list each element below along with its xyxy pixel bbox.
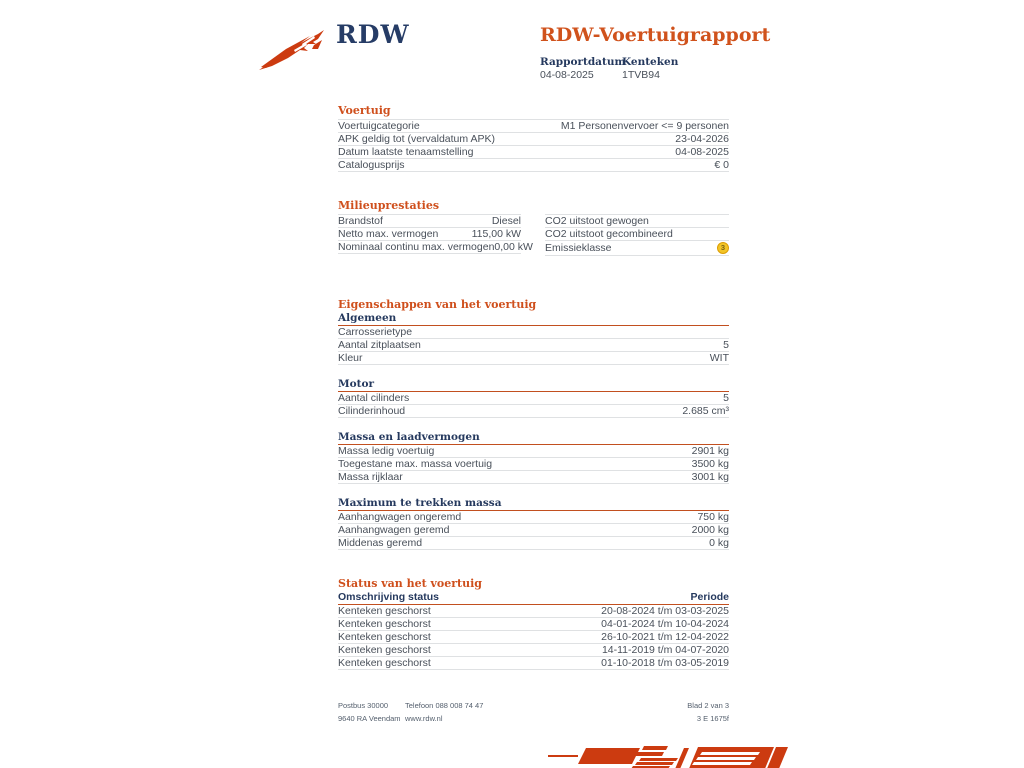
subsection-rows bbox=[338, 445, 729, 484]
report-body bbox=[338, 104, 729, 670]
subsection-title: Massa en laadvermogen bbox=[338, 431, 729, 445]
milieu-left-rows bbox=[338, 214, 533, 254]
section-title-voertuig: Voertuig bbox=[338, 104, 391, 117]
row-label: Massa rijklaar bbox=[338, 471, 403, 483]
row-label: Netto max. vermogen bbox=[338, 228, 439, 240]
row-label: APK geldig tot (vervaldatum APK) bbox=[338, 133, 495, 145]
row-value: 3001 kg bbox=[691, 471, 729, 483]
license-plate-label: Kenteken bbox=[622, 56, 679, 68]
page-footer bbox=[338, 701, 729, 727]
footer-postbus: Postbus 30000 bbox=[338, 701, 389, 710]
footer-city: 9640 RA Veendam bbox=[338, 714, 401, 723]
table-row bbox=[338, 536, 729, 549]
table-row bbox=[338, 617, 729, 630]
report-date-label: Rapportdatum bbox=[540, 56, 626, 68]
section-eigenschappen bbox=[338, 298, 729, 550]
section-milieuprestaties bbox=[338, 199, 729, 256]
status-rows bbox=[338, 605, 729, 670]
row-value: M1 Personenvervoer <= 9 personen bbox=[560, 120, 729, 132]
license-plate-value: 1TVB94 bbox=[622, 69, 660, 81]
section-title-eigenschappen: Eigenschappen van het voertuig bbox=[338, 298, 537, 311]
row-value: 115,00 kW bbox=[471, 228, 521, 240]
row-value: 2000 kg bbox=[691, 524, 729, 536]
emission-class-badge: 3 bbox=[717, 242, 729, 254]
table-row bbox=[338, 445, 729, 457]
row-label: Emissieklasse bbox=[545, 242, 612, 254]
row-label: Cilinderinhoud bbox=[338, 405, 406, 417]
subsection bbox=[338, 497, 729, 550]
row-value: 0 kg bbox=[709, 537, 729, 549]
row-value: 5 bbox=[723, 339, 729, 351]
section-title-milieuprestaties: Milieuprestaties bbox=[338, 199, 440, 212]
row-label: Catalogusprijs bbox=[338, 159, 405, 171]
row-value: 04-01-2024 t/m 10-04-2024 bbox=[601, 618, 729, 630]
row-label: Kenteken geschorst bbox=[338, 605, 431, 617]
row-label: Toegestane max. massa voertuig bbox=[338, 458, 493, 470]
row-label: Kenteken geschorst bbox=[338, 657, 431, 669]
rdw-truck-art bbox=[548, 744, 788, 768]
table-row bbox=[545, 227, 729, 240]
subsection-rows bbox=[338, 392, 729, 418]
row-label: Nominaal continu max. vermogen bbox=[338, 241, 495, 253]
section-title-status: Status van het voertuig bbox=[338, 577, 482, 590]
row-label: Aanhangwagen geremd bbox=[338, 524, 450, 536]
row-label: Kenteken geschorst bbox=[338, 618, 431, 630]
table-row bbox=[338, 392, 729, 404]
table-row bbox=[338, 145, 729, 158]
subsection-rows bbox=[338, 511, 729, 550]
row-value: Diesel bbox=[491, 215, 521, 227]
period-col-header: Periode bbox=[690, 591, 729, 603]
row-value: 01-10-2018 t/m 03-05-2019 bbox=[601, 657, 729, 669]
row-label: Kenteken geschorst bbox=[338, 644, 431, 656]
subsection-title: Motor bbox=[338, 378, 729, 392]
page-title: RDW-Voertuigrapport bbox=[540, 24, 771, 46]
row-value: 23-04-2026 bbox=[675, 133, 729, 145]
row-label: Aanhangwagen ongeremd bbox=[338, 511, 462, 523]
row-value: 20-08-2024 t/m 03-03-2025 bbox=[601, 605, 729, 617]
row-label: Kleur bbox=[338, 352, 363, 364]
table-row bbox=[338, 523, 729, 536]
row-label: Aantal zitplaatsen bbox=[338, 339, 421, 351]
table-row bbox=[338, 656, 729, 669]
row-label: Aantal cilinders bbox=[338, 392, 410, 404]
row-value: 04-08-2025 bbox=[675, 146, 729, 158]
table-row bbox=[338, 215, 521, 227]
subsection-title: Maximum te trekken massa bbox=[338, 497, 729, 511]
table-row bbox=[338, 158, 729, 171]
table-row bbox=[338, 511, 729, 523]
footer-website: www.rdw.nl bbox=[405, 714, 443, 723]
table-row bbox=[338, 120, 729, 132]
section-status bbox=[338, 577, 729, 670]
footer-page-indicator: Blad 2 van 3 bbox=[687, 701, 729, 710]
milieu-right-rows bbox=[545, 214, 729, 256]
table-row bbox=[338, 605, 729, 617]
eigenschappen-subsections bbox=[338, 312, 729, 550]
footer-form-number: 3 E 1675f bbox=[696, 714, 729, 723]
table-row bbox=[338, 470, 729, 483]
subsection bbox=[338, 312, 729, 365]
table-row bbox=[338, 630, 729, 643]
row-label: Brandstof bbox=[338, 215, 383, 227]
table-row bbox=[338, 132, 729, 145]
row-value: € 0 bbox=[714, 159, 729, 171]
rdw-wordmark: RDW bbox=[336, 20, 410, 49]
row-value: WIT bbox=[709, 352, 729, 364]
row-value bbox=[717, 242, 729, 254]
row-value: 14-11-2019 t/m 04-07-2020 bbox=[601, 644, 729, 656]
row-value: 2.685 cm³ bbox=[682, 405, 729, 417]
subsection-rows bbox=[338, 326, 729, 365]
subsection bbox=[338, 378, 729, 418]
row-label: Carrosserietype bbox=[338, 326, 413, 338]
row-label: Middenas geremd bbox=[338, 537, 423, 549]
row-value: 3500 kg bbox=[691, 458, 729, 470]
row-value: 26-10-2021 t/m 12-04-2022 bbox=[601, 631, 729, 643]
row-label: Voertuigcategorie bbox=[338, 120, 420, 132]
footer-phone: Telefoon 088 008 74 47 bbox=[405, 701, 484, 710]
subsection bbox=[338, 431, 729, 484]
table-row bbox=[545, 240, 729, 255]
section-voertuig bbox=[338, 104, 729, 172]
row-label: CO2 uitstoot gewogen bbox=[545, 215, 649, 227]
row-label: CO2 uitstoot gecombineerd bbox=[545, 228, 673, 240]
table-row bbox=[338, 227, 521, 240]
row-value: 5 bbox=[723, 392, 729, 404]
status-table-header bbox=[338, 591, 729, 605]
row-value: 2901 kg bbox=[691, 445, 729, 457]
table-row bbox=[338, 326, 729, 338]
table-row bbox=[545, 215, 729, 227]
row-value: 0,00 kW bbox=[494, 241, 533, 253]
voertuig-rows bbox=[338, 119, 729, 172]
row-label: Massa ledig voertuig bbox=[338, 445, 435, 457]
subsection-title: Algemeen bbox=[338, 312, 729, 326]
table-row bbox=[338, 404, 729, 417]
table-row bbox=[338, 457, 729, 470]
row-label: Datum laatste tenaamstelling bbox=[338, 146, 474, 158]
table-row bbox=[338, 643, 729, 656]
row-label: Kenteken geschorst bbox=[338, 631, 431, 643]
row-value: 750 kg bbox=[697, 511, 729, 523]
table-row bbox=[338, 240, 533, 253]
table-row bbox=[338, 351, 729, 364]
status-col-header: Omschrijving status bbox=[338, 591, 439, 603]
rdw-bird-icon bbox=[258, 27, 332, 73]
report-date-value: 04-08-2025 bbox=[540, 69, 594, 81]
table-row bbox=[338, 338, 729, 351]
